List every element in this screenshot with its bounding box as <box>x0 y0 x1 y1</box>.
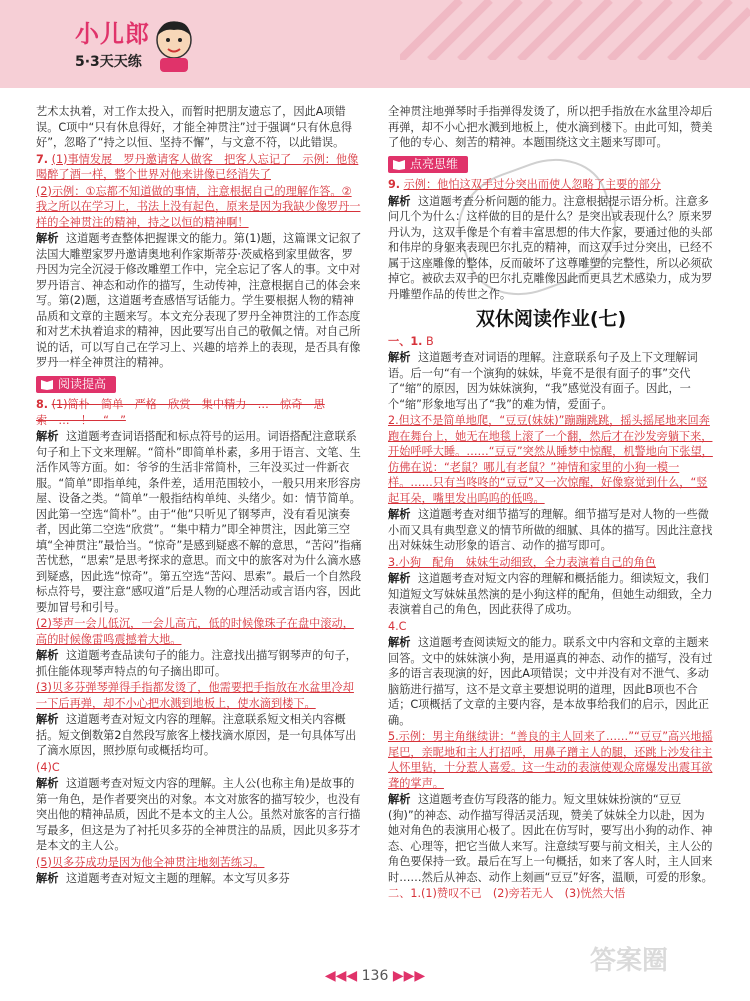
analysis-text: 这道题考查对短文主题的理解。本文写贝多芬 <box>65 872 290 885</box>
analysis-block <box>388 635 714 728</box>
page-number-text: 136 <box>361 968 389 984</box>
analysis-block <box>388 571 714 618</box>
analysis-label: 解析 <box>36 777 59 790</box>
analysis-text: 这道题考查品读句子的能力。注意找出描写钢琴声的句子，抓住能体现琴声特点的句子摘出即可。 <box>36 649 357 678</box>
next-arrows: ▶▶▶ <box>392 968 426 984</box>
answer-text: 4.C <box>388 619 407 633</box>
analysis-block <box>36 712 362 759</box>
question-number: 8. <box>36 398 49 411</box>
logo-subtitle: 5·3天天练 <box>75 54 142 70</box>
analysis-text: 这道题考查对短文内容的理解。注意联系短文相关内容概括。短文倒数第2自然段写旅客上楼找滴水原因，是一句具体写出了滴水原因，照抄原句或概括均可。 <box>36 713 357 757</box>
answer-text: (4)C <box>36 760 60 774</box>
analysis-block <box>36 429 362 615</box>
right-column <box>388 104 714 903</box>
analysis-label: 解析 <box>36 649 59 662</box>
analysis-label: 解析 <box>388 194 411 208</box>
question-number: 一、1. <box>388 334 423 348</box>
analysis-block <box>388 350 714 412</box>
answer-paragraph: 全神贯注地弹琴时手指弹得发烫了，所以把手指放在水盆里冷却后再弹，却不小心把水溅到地板上，使水滴到楼下。由此可知，赞美了他的专心、刻苦的精神。本题围绕这文主题来写即可。 <box>388 105 713 149</box>
prev-arrows: ◀◀◀ <box>324 968 358 984</box>
analysis-text: 这道题考查整体把握课文的能力。第(1)题，这篇课文记叙了法国大雕塑家罗丹邀请奥地利作家斯蒂芬·茨威格到家里做客，罗丹因为完全沉浸于修改雕塑工作中，完全忘记了客人的事。文中对罗丹语言、神态和动作的描写，生动传神，注意根据自己的体会来写。第(2)题，这道题考查感悟写话能力。学生要根据人物的精神品质和文章的主题来写。本文充分表现了罗丹全神贯注的工作态度和对艺术执着追求的精神，因此要写出自己的敬佩之情。对自己所说的话，可以写自己在学习上、兴趣的培养上的表现，是否具有像罗丹一样全神贯注的精神。 <box>36 232 362 369</box>
decorative-stripes <box>400 0 750 60</box>
analysis-text: 这道题考查对细节描写的理解。细节描写是对人物的一些微小而又具有典型意义的情节所做的细腻、具体的描写。因此注意找出对妹妹生动形象的语言、动作的描写即可。 <box>388 508 713 552</box>
analysis-block <box>388 507 714 554</box>
section-title: 阅读提高 <box>58 376 107 391</box>
analysis-block <box>36 648 362 679</box>
answer-text: 5.示例：男主角继续讲：“善良的主人回来了……”“豆豆”高兴地摇尾巴，亲昵地和主人打招呼，用鼻子蹭主人的腿，还跳上沙发往主人怀里钻，十分惹人喜爱。这一生动的表演使观众席爆发出震耳欲聋的掌声。 <box>388 730 713 790</box>
answer-text: (2)示例：①忘都不知道做的事情，注意根据自己的理解作答。②我之所以在学习上，书法上没有起色，原来是因为我缺少像罗丹一样的全神贯注的精神，持之以恒的精神啊！ <box>36 184 361 229</box>
analysis-text: 这道题考查对短文内容的理解和概括能力。细读短文，我们知道短文写妹妹虽然演的是小狗这样的配角，但她生动细致，全力表演着自己的角色，因此获得了成功。 <box>388 572 713 616</box>
section-badge-thinking <box>388 156 468 174</box>
analysis-label: 解析 <box>36 713 59 726</box>
question-number: 7. <box>36 152 49 166</box>
question-8 <box>36 397 362 428</box>
book-icon <box>392 158 406 170</box>
section-title: 点亮思维 <box>410 156 459 171</box>
answer-text: 3.小狗 配角 妹妹生动细致，全力表演着自己的角色 <box>388 555 656 569</box>
answer-text: 示例：他怕这双手过分突出而使人忽略了主要的部分 <box>403 178 661 191</box>
answer-text: 二、1.(1)赞叹不已 (2)旁若无人 (3)恍然大悟 <box>388 887 626 900</box>
answer-text: (3)贝多芬弹琴弹得手指都发烫了，他需要把手指放在水盆里冷却一下后再弹，却不小心把水溅到地板上，使水滴到楼下。 <box>36 681 354 710</box>
mascot-icon <box>150 18 198 74</box>
analysis-text: 这道题考查分析问题的能力。注意根据提示语分析。注意多问几个为什么：这样做的目的是什么？是突出或表现什么？原来罗丹认为，这双手像是个有着丰富思想的伟大作家，要通过他的头部和伟岸的身躯来表现巴尔扎克的精神，而这双手过分突出，已经不属于这座雕像的整体，反而破坏了这尊雕塑的完整性，所以必须砍掉它。被砍去双手的巴尔扎克雕像因此而更具艺术感染力，成为罗丹雕塑作品的传世之作。 <box>388 194 713 301</box>
answer-text: (5)贝多芬成功是因为他全神贯注地刻苦练习。 <box>36 855 265 869</box>
question-7 <box>36 152 362 183</box>
analysis-block <box>388 194 714 303</box>
analysis-label: 解析 <box>388 793 411 806</box>
analysis-label: 解析 <box>388 351 411 364</box>
section-main-title: 双休阅读作业(七) <box>475 308 627 330</box>
analysis-label: 解析 <box>388 508 411 521</box>
answer-text: 2.但这不是简单地爬，“豆豆(妹妹)”蹦蹦跳跳，摇头摇尾地来回奔跑在舞台上，她无在地毯上滚了一个翻，然后才在沙发旁躺下来，开始呼呼大睡。……“豆豆”突然从睡梦中惊醒，机警地向下张望，仿佛在说：“老鼠？哪儿有老鼠？”神情和家里的小狗一模一样。……只有当咚咚的“豆豆”又一次惊醒，好像察觉到什么，“竖起耳朵，嘴里发出呜呜的低鸣。 <box>388 414 713 505</box>
analysis-text: 这道题考查对短文内容的理解。主人公(也称主角)是故事的第一角色，是作者要突出的对象。本文对旅客的描写较少，也没有突出他的精神品质，因此不是本文的主人公。虽然对旅客的言行描写最多，但这是为了衬托贝多芬的全神贯注的品质，因此贝多芬才是本文的主人公。 <box>36 777 361 852</box>
analysis-block <box>36 231 362 371</box>
analysis-label: 解析 <box>388 572 411 585</box>
answer-text: (1)事情发展 罗丹邀请客人做客 把客人忘记了 示例：他像喝醉了酒一样，整个世界对他来讲像已经消失了 <box>36 152 359 181</box>
watermark: 答案圈 <box>590 946 669 976</box>
analysis-block <box>36 871 362 887</box>
analysis-text: 这道题考查仿写段落的能力。短文里妹妹扮演的“豆豆(狗)”的神态、动作描写得活灵活现，赞美了妹妹全力以赴，因为她对角色的表演用心极了。因此在仿写时，要写出小狗的动作、神态、心理等，把它当做人来写。注意续写要与前文相关，主人公的角色要保持一致。最后在写上一句概括，如来了客人时，主人回来时……然后从神态、动作上刻画“豆豆”好客，温顺，可爱的形象。 <box>388 793 713 884</box>
book-icon <box>40 378 54 390</box>
analysis-text: 这道题考查对词语的理解。注意联系句子及上下文理解词语。后一句“有一个演狗的妹妹，毕竟不是很有面子的事”交代了“缩”的原因，因为妹妹演狗，“我”感觉没有面子。因此，一个“缩”形象地写出了“我”的难为情，爱面子。 <box>388 351 698 411</box>
analysis-label: 解析 <box>36 430 59 443</box>
question-number: 9. <box>388 178 401 191</box>
analysis-label: 解析 <box>388 636 411 649</box>
analysis-text: 这道题考查阅读短文的能力。联系文中内容和文章的主题来回答。文中的妹妹演小狗，是用逼真的神态、动作的描写，没有过多的语言表现演的好，因此A项错误；文中并没有对不泄气、多动脑筋进行描写，这不是文章主要想说明的道理，因此B项也不合适；C项概括了文章的主要内容，是本故事给我们的启示，因此正确。 <box>388 636 713 727</box>
question-r1 <box>388 334 714 350</box>
section-badge-reading <box>36 376 116 394</box>
answer-text: (2)琴声一会儿低沉，一会儿高亢，低的时候像珠子在盘中滚动，高的时候像雷鸣震撼着大地。 <box>36 617 354 646</box>
answer-text: (1)简朴 简单 严格 欣赏 集中精力 … 惊奇 思索 … ！ “ ” <box>36 398 325 427</box>
analysis-label: 解析 <box>36 232 59 245</box>
left-column <box>36 104 362 888</box>
analysis-text: 这道题考查词语搭配和标点符号的运用。词语搭配注意联系句子和上下文来理解。“简朴”即简单朴素，多用于语言、文笔、生活作风等方面。如：爷爷的生活非常简朴，三年没买过一件新衣服。“简单”即指单纯，条件差，适用范围较小，一般只用来形容房屋、设备之类。“简单”一般指结构单纯、头绪少。如：情节简单。因此第一空选“简朴”。由于“他”只听见了钢琴声，没有看见演奏者，因此第二空选“欣赏”。“集中精力”即全神贯注，因此第三空填“全神贯注”最恰当。“惊奇”是感到疑惑不解的意思，“苦闷”指痛苦忧愁，“思索”是思考探求的意思。而文中的旅客对为什么滴水感到疑惑，因此选“惊奇”。第五空选“苦闷、思索”。最后一个自然段标点符号，要注意“感叹道”后是人物的心理活动或言语内容，因此要加冒号和引号。 <box>36 430 362 614</box>
brand-logo <box>75 14 150 71</box>
analysis-block <box>388 792 714 885</box>
question-9 <box>388 177 714 193</box>
logo-title: 小儿郎 <box>75 20 150 48</box>
analysis-block <box>36 776 362 854</box>
answer-text: B <box>425 334 434 348</box>
answer-paragraph: 艺术太执着，对工作太投入，而暂时把朋友遗忘了，因此A项错误。C项中“只有休息得好，才能全神贯注”过于强调“只有休息得好”，忽略了“持之以恒、坚持不懈”，与文意不符，以此错误。 <box>36 105 353 149</box>
analysis-label: 解析 <box>36 872 59 885</box>
page-number <box>322 968 428 984</box>
